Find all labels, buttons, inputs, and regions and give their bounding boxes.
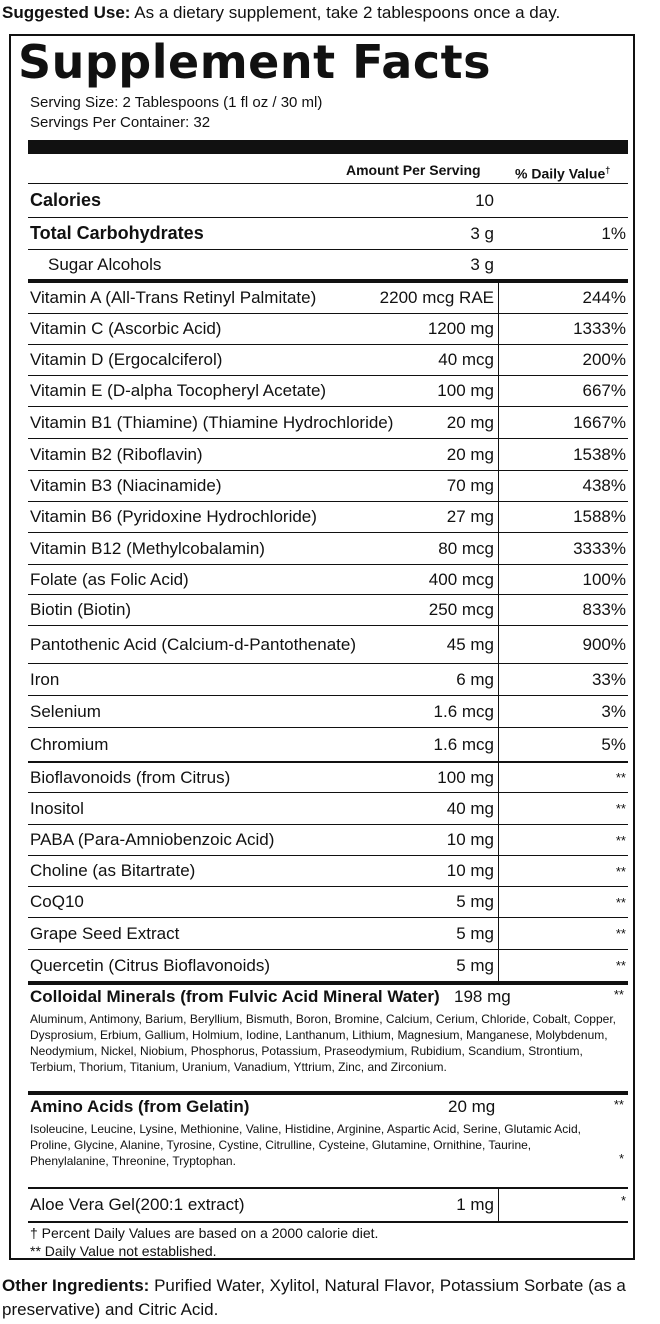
table-row: [28, 917, 628, 949]
nutrient-daily-value: [508, 250, 626, 279]
nutrient-amount: 6 mg: [456, 669, 494, 689]
nutrient-amount: 27 mg: [446, 507, 494, 526]
nutrient-daily-value: 1538%: [573, 444, 626, 464]
table-row: [28, 855, 628, 886]
table-row: [28, 949, 628, 981]
nutrient-name: PABA (Para-Amniobenzoic Acid): [30, 830, 275, 849]
nutrient-daily-value: 5%: [601, 734, 626, 754]
nutrient-daily-value: 244%: [582, 288, 626, 307]
nutrient-daily-value: 3333%: [573, 538, 626, 558]
nutrient-amount: 1.6 mcg: [433, 701, 494, 721]
table-row: [28, 824, 628, 855]
suggested-use-text: As a dietary supplement, take 2 tablespoons once a day.: [134, 3, 561, 22]
nutrient-amount: 3 g: [470, 223, 494, 243]
nutrient-name: CoQ10: [30, 892, 84, 911]
nutrient-amount: 100 mg: [437, 381, 494, 400]
nutrient-amount: 250 mcg: [428, 600, 494, 619]
table-row: [28, 375, 628, 406]
nutrient-daily-value: 1588%: [573, 507, 626, 526]
nutrient-amount: 45 mg: [446, 634, 494, 654]
nutrient-amount: 1200 mg: [427, 319, 494, 338]
column-rule: [498, 565, 499, 594]
footnote-rule: [28, 1221, 628, 1223]
nutrient-name: Bioflavonoids (from Citrus): [30, 767, 231, 787]
other-ingredients-label: Other Ingredients:: [2, 1276, 150, 1295]
table-row: [28, 663, 628, 695]
table-row: [28, 470, 628, 501]
nutrient-name: Aloe Vera Gel(200:1 extract): [30, 1195, 245, 1214]
column-rule: [498, 345, 499, 375]
table-row: [28, 761, 628, 792]
nutrient-daily-value: 1667%: [573, 412, 626, 432]
column-rule: [498, 793, 499, 824]
column-rule: [498, 728, 499, 761]
nutrient-amount: 40 mg: [446, 798, 494, 818]
other-ingredients: [2, 1274, 642, 1322]
table-row: [28, 564, 628, 594]
nutrient-daily-value: **: [615, 770, 626, 785]
column-rule: [498, 696, 499, 727]
amino-dv: **: [613, 1097, 624, 1112]
nutrient-amount: 80 mcg: [438, 538, 494, 558]
nutrient-name: Vitamin A (All-Trans Retinyl Palmitate): [30, 288, 317, 307]
nutrient-name: Folate (as Folic Acid): [30, 569, 189, 589]
table-row: [28, 313, 628, 344]
column-rule: [498, 918, 499, 949]
table-row: [28, 438, 628, 470]
nutrient-name: Vitamin B12 (Methylcobalamin): [30, 538, 265, 558]
nutrient-name: Chromium: [30, 734, 109, 754]
nutrient-name: Pantothenic Acid (Calcium-d-Pantothenate): [30, 634, 357, 654]
suggested-use: [2, 0, 652, 26]
nutrient-daily-value: *: [620, 1193, 626, 1208]
table-row: [28, 406, 628, 438]
column-rule: [498, 763, 499, 792]
nutrient-name: Sugar Alcohols: [48, 254, 162, 274]
nutrient-name: Quercetin (Citrus Bioflavonoids): [30, 955, 270, 975]
serving-size: Serving Size: 2 Tablespoons (1 fl oz / 30 ml): [30, 94, 323, 111]
column-rule: [498, 407, 499, 438]
nutrient-name: Vitamin E (D-alpha Tocopheryl Acetate): [30, 381, 327, 400]
nutrient-amount: 1 mg: [456, 1195, 494, 1214]
nutrient-daily-value: 3%: [601, 701, 626, 721]
amino-amount: 20 mg: [448, 1097, 496, 1116]
nutrient-amount: 5 mg: [456, 955, 494, 975]
table-row: [28, 279, 628, 313]
colloidal-amount: 198 mg: [454, 987, 511, 1006]
nutrient-amount: 10 mg: [446, 830, 494, 849]
other-ingredients-text: Purified Water, Xylitol, Natural Flavor, Potassium Sorbate (as a preservative) and Citric Acid.: [2, 1276, 626, 1319]
nutrient-name: Total Carbohydrates: [30, 223, 204, 243]
colloidal-name: Colloidal Minerals (from Fulvic Acid Mineral Water): [30, 987, 440, 1006]
panel-title: Supplement Facts: [18, 35, 491, 89]
nutrient-amount: 5 mg: [456, 923, 494, 943]
table-row: [28, 217, 628, 249]
colloidal-dv: **: [613, 987, 624, 1002]
nutrient-amount: 5 mg: [456, 892, 494, 911]
table-row: [28, 344, 628, 375]
servings-per-container: Servings Per Container: 32: [30, 114, 211, 131]
nutrient-daily-value: **: [615, 926, 626, 941]
nutrient-name: Selenium: [30, 701, 101, 721]
amino-name: Amino Acids (from Gelatin): [30, 1097, 250, 1116]
nutrient-daily-value: 1333%: [573, 319, 626, 338]
column-header-dv: [515, 159, 610, 181]
table-row: [28, 532, 628, 564]
nutrient-amount: 3 g: [470, 254, 494, 274]
column-rule: [498, 376, 499, 406]
nutrient-amount: 20 mg: [446, 412, 494, 432]
table-row: [28, 183, 628, 217]
footnote-daily-value: † Percent Daily Values are based on a 2000 calorie diet.: [30, 1225, 379, 1241]
nutrient-daily-value: 33%: [591, 669, 626, 689]
column-rule: [498, 825, 499, 855]
nutrient-daily-value: 833%: [582, 600, 626, 619]
nutrient-amount: 20 mg: [446, 444, 494, 464]
nutrient-daily-value: **: [615, 832, 626, 848]
amino-acids-block: [28, 1091, 628, 1187]
column-rule: [498, 283, 499, 313]
nutrient-name: Inositol: [30, 798, 84, 818]
table-row: [28, 249, 628, 279]
column-rule: [498, 439, 499, 470]
column-rule: [498, 626, 499, 663]
nutrient-amount: 10 mg: [446, 861, 494, 880]
column-rule: [498, 533, 499, 564]
column-rule: [498, 856, 499, 886]
nutrient-name: Vitamin C (Ascorbic Acid): [30, 319, 222, 338]
nutrient-name: Iron: [30, 669, 60, 689]
column-rule: [498, 502, 499, 532]
column-rule: [498, 1189, 499, 1221]
table-row: [28, 886, 628, 917]
nutrient-daily-value: **: [615, 958, 626, 973]
colloidal-list: Aluminum, Antimony, Barium, Beryllium, Bismuth, Boron, Bromine, Calcium, Cerium, Chloride, Cobalt, Copper, Dysprosium, Erbium, Gallium, Holmium, Iodine, Lanthanum, Lithium, Magnesium, Manganese, Molybdenum, Neodymium, Nickel, Niobium, Phosphorus, Potassium, Praseodymium, Rubidium, Scandium, Strontium, Terbium, Thorium, Titanium, Uranium, Vanadium, Yttrium, Zinc, and Zirconium.: [30, 1012, 616, 1074]
nutrient-amount: 40 mcg: [438, 350, 494, 369]
column-rule: [498, 887, 499, 917]
nutrient-amount: 100 mg: [437, 767, 494, 787]
nutrient-daily-value: **: [615, 863, 626, 879]
nutrient-amount: 10: [475, 190, 494, 210]
nutrient-name: Vitamin B3 (Niacinamide): [30, 476, 222, 495]
colloidal-minerals-block: [28, 981, 628, 1091]
nutrient-daily-value: 900%: [582, 634, 626, 654]
column-rule: [498, 595, 499, 625]
nutrient-daily-value: 200%: [582, 350, 626, 369]
nutrient-daily-value: 1%: [601, 223, 626, 243]
nutrient-amount: 70 mg: [446, 476, 494, 495]
nutrient-daily-value: [508, 184, 626, 217]
header-rule: [28, 140, 628, 154]
table-row: [28, 625, 628, 663]
amino-dv-secondary: *: [618, 1151, 624, 1166]
nutrient-amount: 1.6 mcg: [433, 734, 494, 754]
nutrient-amount: 400 mcg: [428, 569, 494, 589]
table-row: [28, 594, 628, 625]
nutrient-name: Biotin (Biotin): [30, 600, 132, 619]
nutrient-daily-value: **: [615, 801, 626, 816]
footnote-not-established: ** Daily Value not established.: [30, 1243, 217, 1259]
column-rule: [498, 314, 499, 344]
nutrient-daily-value: **: [615, 894, 626, 910]
table-row: [28, 695, 628, 727]
nutrient-daily-value: 100%: [582, 569, 626, 589]
column-header-amount: Amount Per Serving: [346, 162, 481, 178]
column-rule: [498, 950, 499, 981]
nutrient-name: Grape Seed Extract: [30, 923, 180, 943]
nutrient-amount: 2200 mcg RAE: [379, 288, 494, 307]
table-row: [28, 727, 628, 761]
nutrient-name: Vitamin B2 (Riboflavin): [30, 444, 203, 464]
nutrient-daily-value: 438%: [582, 476, 626, 495]
nutrient-name: Vitamin D (Ergocalciferol): [30, 350, 223, 369]
column-header-dv-label: % Daily Value: [515, 165, 606, 182]
column-rule: [498, 471, 499, 501]
dagger-mark: †: [605, 165, 611, 175]
table-row: [28, 792, 628, 824]
nutrient-name: Vitamin B1 (Thiamine) (Thiamine Hydrochloride): [30, 412, 394, 432]
amino-list: Isoleucine, Leucine, Lysine, Methionine, Valine, Histidine, Arginine, Aspartic Acid, Serine, Glutamic Acid, Proline, Glycine, Alanine, Tyrosine, Cystine, Citrulline, Cysteine, Glutamine, Ornithine, Taurine, Phenylalanine, Threonine, Tryptophan.: [30, 1122, 581, 1168]
nutrient-name: Vitamin B6 (Pyridoxine Hydrochloride): [30, 507, 317, 526]
nutrient-name: Calories: [30, 190, 102, 210]
nutrient-name: Choline (as Bitartrate): [30, 861, 196, 880]
table-row: [28, 501, 628, 532]
table-row: [28, 1187, 628, 1221]
column-rule: [498, 664, 499, 695]
nutrient-daily-value: 667%: [582, 381, 626, 400]
suggested-use-label: Suggested Use:: [2, 3, 131, 22]
